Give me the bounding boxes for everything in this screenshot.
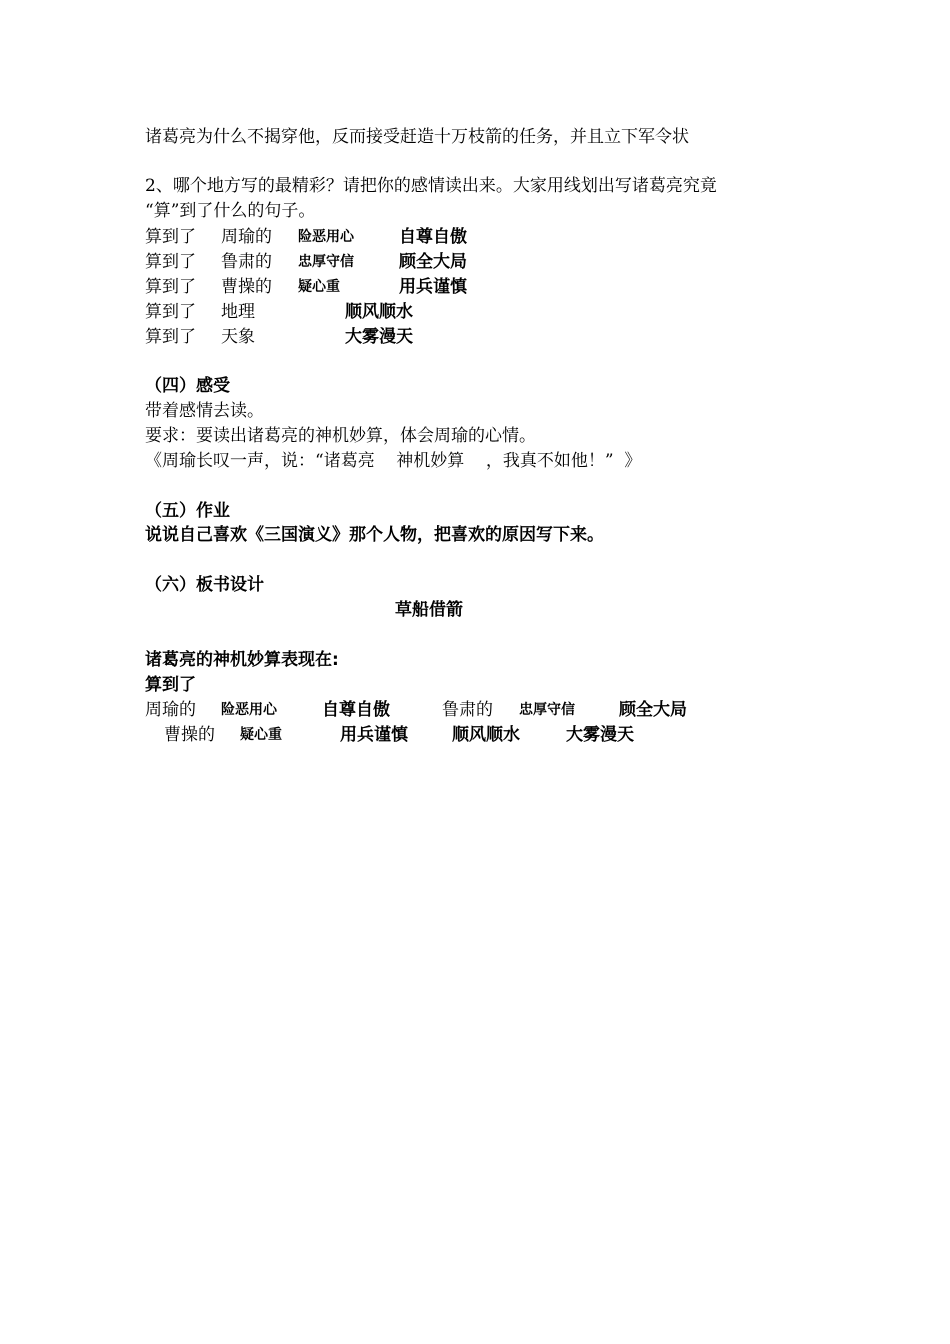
row-lead: 算到了 (145, 277, 196, 297)
row-who: 天象 (221, 327, 255, 347)
row-lead: 算到了 (145, 327, 196, 347)
board-item: 顺风顺水 (452, 725, 520, 745)
row-lead: 算到了 (145, 252, 196, 272)
board-item: 自尊自傲 (322, 700, 390, 720)
section-5-heading: （五）作业 (145, 501, 230, 521)
section-4-line-3: 《周瑜长叹一声，说：“诸葛亮 神机妙算 ，我真不如他！” 》 (145, 451, 642, 471)
section-4-line-1: 带着感情去读。 (145, 401, 264, 421)
section-4-heading: （四）感受 (145, 376, 230, 396)
row-who: 鲁肃的 (221, 252, 272, 272)
board-item: 周瑜的 (145, 700, 196, 720)
board-item: 险恶用心 (221, 702, 277, 718)
board-item: 鲁肃的 (442, 700, 493, 720)
row-who: 周瑜的 (221, 227, 272, 247)
row-big: 用兵谨慎 (399, 277, 467, 297)
row-big: 顾全大局 (399, 252, 467, 272)
row-small: 忠厚守信 (298, 254, 354, 270)
question-2-line-1: 2、哪个地方写的最精彩？请把你的感情读出来。大家用线划出写诸葛亮究竟 (145, 176, 717, 196)
board-item: 大雾漫天 (566, 725, 634, 745)
row-who: 曹操的 (221, 277, 272, 297)
board-line-1: 诸葛亮的神机妙算表现在: (145, 650, 339, 670)
row-lead: 算到了 (145, 227, 196, 247)
board-item: 疑心重 (240, 727, 282, 743)
row-small: 疑心重 (298, 279, 340, 295)
board-line-2: 算到了 (145, 675, 196, 695)
row-lead: 算到了 (145, 302, 196, 322)
question-2-line-2: “算”到了什么的句子。 (145, 201, 316, 221)
section-4-line-2: 要求：要读出诸葛亮的神机妙算，体会周瑜的心情。 (145, 426, 536, 446)
board-item: 顾全大局 (619, 700, 687, 720)
row-small: 险恶用心 (298, 229, 354, 245)
row-big: 自尊自傲 (399, 227, 467, 247)
text-line: 诸葛亮为什么不揭穿他，反而接受赶造十万枝箭的任务，并且立下军令状 (145, 127, 689, 147)
board-item: 用兵谨慎 (340, 725, 408, 745)
board-item: 忠厚守信 (519, 702, 575, 718)
section-6-heading: （六）板书设计 (145, 575, 264, 595)
board-item: 曹操的 (164, 725, 215, 745)
board-title: 草船借箭 (395, 600, 463, 620)
section-5-line-1: 说说自己喜欢《三国演义》那个人物，把喜欢的原因写下来。 (145, 525, 604, 545)
row-big: 大雾漫天 (345, 327, 413, 347)
row-who: 地理 (221, 302, 255, 322)
row-big: 顺风顺水 (345, 302, 413, 322)
